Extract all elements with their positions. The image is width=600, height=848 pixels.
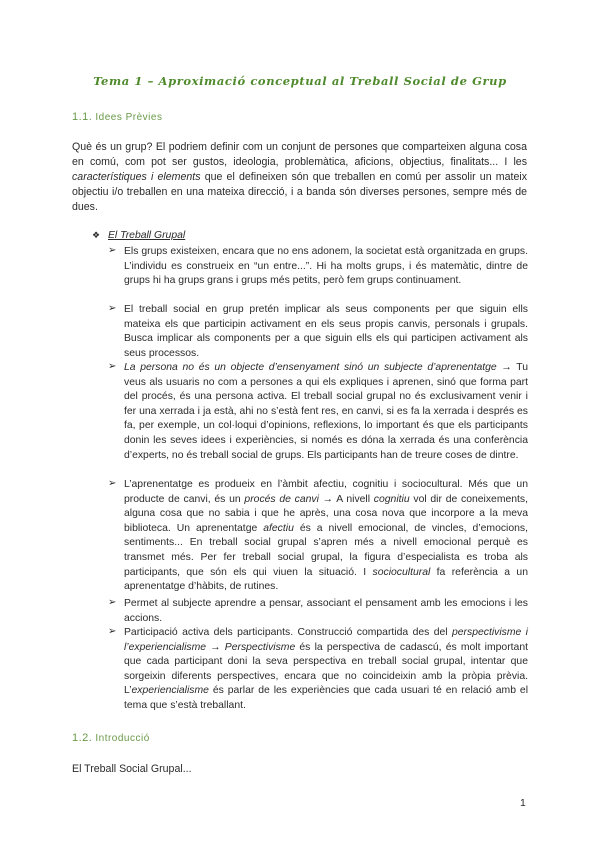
section-heading-1 (72, 111, 162, 123)
page-title: Tema 1 – Aproximació conceptual al Treball Social de Grup (93, 74, 507, 88)
list-item-text: El treball social en grup pretén implicar als seus components per que siguin ells mateixa els que participin activament en els seus propis canvis, personals i grupals. Busca implicar als components per a que siguin ells els qui participen activament als seus processos. (124, 304, 528, 359)
section-number: 1.2. (72, 732, 93, 744)
list-item (108, 303, 528, 361)
item-emphasis: afectiu (263, 522, 294, 534)
list-item (108, 245, 528, 289)
intro-paragraph (72, 140, 527, 215)
intro-emphasis: característiques i elements (72, 171, 201, 183)
section-title: Introducció (95, 733, 150, 744)
item-emphasis: La persona no és un objecte d’ensenyament sinó un subjecte d’aprenentatge (124, 362, 497, 373)
arrow-bullet-icon: ➢ (108, 245, 117, 256)
item-text-part: és la perspectiva de cadascú, és molt important que cada participant doni la seva perspectiva en treball social grupal, intentar que sorgeixin diferents perspectives, encara que no coincideixin amb la pròpia prèvia. L’ (124, 641, 528, 697)
list-item (108, 361, 529, 463)
list-item-text: Els grups existeixen, encara que no ens adonem, la societat està organitzada en grups. L’individu es construeix en “un entre...”. Hi ha molts grups, i és matemàtic, dintre de grups hi ha grups grans i grups més petits, però fem grups continuament. (124, 246, 528, 287)
item-text-part: L’aprenentatge es produeix en l’àmbit afectiu, cognitiu i sociocultural. Més que un producte de canvi, és un (124, 479, 528, 505)
intro-text-2: que el defineixen són que treballen en comú per assolir un mateix objectiu i/o treballen en una mateixa direcció, i a banda són diverses persones, sempre més de dues. (72, 171, 527, 213)
list-item (108, 478, 529, 595)
item-text-part: Participació activa dels participants. Construcció compartida des del (124, 627, 452, 638)
item-text-part: → A nivell (318, 493, 374, 505)
section-number: 1.1. (72, 111, 93, 123)
list-item-text (124, 478, 528, 595)
diamond-bullet-icon: ❖ (92, 230, 101, 240)
item-text-part: vol dir de coneixements, alguna cosa que no sabia i que he après, una cosa nova que incorpore a la meva biblioteca. Un aprenentatge (124, 493, 529, 534)
item-emphasis: cognitiu (373, 493, 410, 505)
item-text-part: és parlar de les experiències que cada usuari té en relació amb el tema que s’està treballant. (124, 685, 528, 711)
subheading (92, 230, 185, 241)
arrow-bullet-icon: ➢ (108, 478, 117, 489)
arrow-bullet-icon: ➢ (108, 597, 117, 608)
closing-paragraph: El Treball Social Grupal... (72, 763, 192, 775)
list-item (108, 597, 528, 626)
item-emphasis: procés de canvi (244, 493, 319, 505)
item-text-part: fa referència a un aprenentatge d’hàbits, de rutines. (124, 566, 528, 593)
subheading-label: El Treball Grupal (108, 230, 186, 241)
item-text-part: → Tu veus als usuaris no com a persones a qui els expliques i aprenen, sinó que forma part del procés, és una persona activa. El treball social grupal no és exclusivament venir i fer una xerrada i ja està, ahi no s’està fent res, en canvi, si es fa la xerrada i després es fa, per exemple, un col·loqui d’opinions, reflexions, lo important és que els participants donin les seves idees i experiències, si només es dóna la xerrada és una conferència d’experts, no és treball social de grups. Els participants han de treure coses de dintre. (124, 362, 529, 461)
item-emphasis: perspectivisme i l’experiencialisme → Perspectivisme (124, 627, 528, 653)
arrow-bullet-icon: ➢ (108, 361, 117, 372)
arrow-bullet-icon: ➢ (108, 626, 117, 637)
intro-text-1: Què és un grup? El podriem definir com un conjunt de persones que comparteixen alguna cosa en comú, com pot ser gustos, ideologia, problemàtica, aficions, objectius, finalitats... I les (72, 141, 527, 168)
list-item-text (124, 361, 528, 463)
page-number: 1 (520, 797, 526, 809)
item-emphasis: sociocultural (372, 566, 431, 578)
section-heading-2 (72, 732, 150, 744)
section-title: Idees Prèvies (95, 112, 163, 123)
arrow-bullet-icon: ➢ (108, 303, 117, 314)
list-item-text (124, 626, 528, 714)
item-emphasis: experiencialisme (131, 685, 209, 697)
list-item-text: Permet al subjecte aprendre a pensar, associant el pensament amb les emocions i les accions. (124, 598, 528, 624)
list-item (108, 626, 528, 714)
item-text-part: és a nivell emocional, de vincles, d’emocions, sentiments... En treball social grupal s’apren més a nivell emocional perquè es transmet més. Per fer treball social grupal, la figura d’especialista es troba als participants, que són els qui viuen la situació. I (124, 522, 528, 578)
